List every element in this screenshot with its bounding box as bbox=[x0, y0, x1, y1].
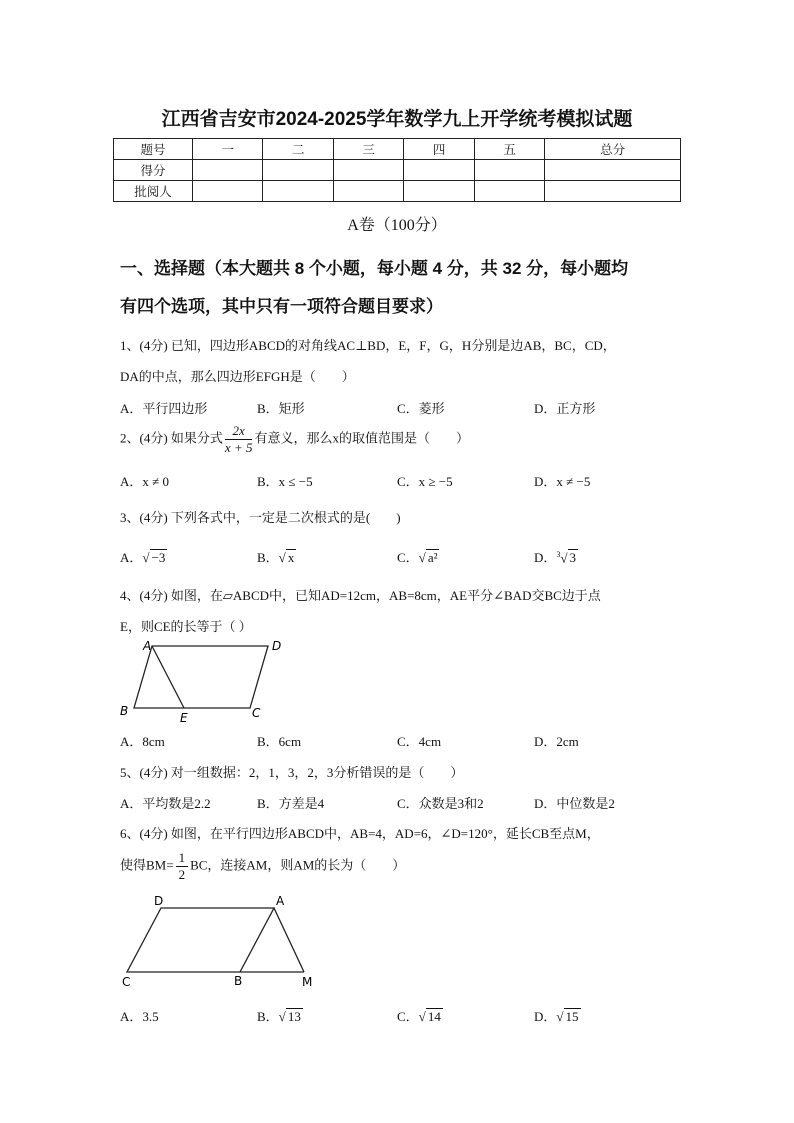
option-label: B． bbox=[257, 550, 279, 565]
point-label-c: C bbox=[122, 975, 131, 989]
point-label-a: A bbox=[143, 639, 152, 653]
question-2-stem bbox=[120, 423, 680, 456]
score-cell[interactable] bbox=[193, 160, 263, 181]
score-table-header-row bbox=[114, 139, 681, 160]
option-label: A． bbox=[120, 550, 143, 565]
point-label-a: A bbox=[276, 894, 285, 908]
option-d[interactable] bbox=[534, 1006, 581, 1025]
question-6-stem-line1: 6、(4分) 如图，在平行四边形ABCD中，AB=4，AD=6，∠D=120°，延长CB至点M， bbox=[120, 826, 600, 841]
parallelogram-abcd bbox=[127, 908, 274, 972]
question-6-options bbox=[120, 1006, 680, 1026]
question-6-stem-line2 bbox=[120, 850, 680, 883]
option-d[interactable]: D．中位数是2 bbox=[534, 796, 615, 811]
option-label: C． bbox=[397, 1009, 419, 1024]
sqrt-expression: √ 14 bbox=[418, 1009, 441, 1024]
option-a[interactable]: A．8cm bbox=[120, 734, 165, 749]
point-label-m: M bbox=[302, 975, 313, 989]
option-value: 3.5 bbox=[142, 1009, 159, 1024]
option-d[interactable]: D．正方形 bbox=[534, 401, 596, 416]
fraction-numerator: 2x bbox=[225, 423, 253, 440]
option-b[interactable] bbox=[257, 547, 296, 566]
question-2-stem-pre: 2、(4分) 如果分式 bbox=[120, 430, 223, 446]
fraction bbox=[225, 423, 253, 456]
sqrt-expression: √ −3 bbox=[142, 550, 166, 565]
segment-am bbox=[274, 908, 304, 972]
score-header-cell: 总分 bbox=[545, 139, 681, 160]
question-4-stem-line1: 4、(4分) 如图，在▱ABCD中，已知AD=12cm，AB=8cm，AE平分∠BAD交BC边于点 bbox=[120, 588, 601, 603]
fraction bbox=[176, 850, 189, 883]
option-d[interactable] bbox=[534, 547, 578, 566]
radicand: a² bbox=[427, 550, 438, 565]
option-a[interactable] bbox=[120, 1006, 159, 1025]
parallelogram-figure-q6 bbox=[114, 892, 324, 992]
score-cell[interactable] bbox=[333, 160, 403, 181]
question-2-options bbox=[120, 471, 680, 491]
radicand: 15 bbox=[565, 1009, 579, 1024]
question-5-options bbox=[120, 793, 680, 813]
score-cell[interactable] bbox=[474, 181, 544, 202]
option-c[interactable] bbox=[397, 1006, 443, 1025]
point-label-b: B bbox=[120, 704, 129, 718]
option-c[interactable]: C．4cm bbox=[397, 734, 442, 749]
point-label-d: D bbox=[154, 894, 164, 908]
option-label: C． bbox=[397, 550, 419, 565]
section-subtitle: A卷（100分） bbox=[347, 217, 447, 234]
point-label-e: E bbox=[180, 711, 188, 725]
option-a[interactable] bbox=[120, 547, 167, 566]
score-cell[interactable] bbox=[474, 160, 544, 181]
score-header-cell: 题号 bbox=[114, 139, 193, 160]
radicand: −3 bbox=[151, 550, 166, 565]
question-4-stem-line2: E，则CE的长等于（ ） bbox=[120, 619, 252, 634]
score-header-cell: 四 bbox=[404, 139, 474, 160]
fraction-denominator: 2 bbox=[178, 867, 186, 882]
option-b[interactable]: B．6cm bbox=[257, 734, 302, 749]
option-b[interactable] bbox=[257, 1006, 303, 1025]
score-cell[interactable] bbox=[545, 181, 681, 202]
cube-root-expression: $^3$√ 3 bbox=[556, 549, 577, 565]
option-b[interactable]: B．方差是4 bbox=[257, 796, 325, 811]
root-index: 3 bbox=[556, 549, 561, 559]
question-1-stem-line1: 1、(4分) 已知，四边形ABCD的对角线AC⊥BD，E，F，G，H分别是边AB，BC，CD， bbox=[120, 338, 616, 353]
option-c[interactable]: C．菱形 bbox=[397, 401, 445, 416]
question-3-options bbox=[120, 547, 680, 567]
score-cell[interactable] bbox=[263, 181, 333, 202]
score-table-row bbox=[114, 181, 681, 202]
score-cell[interactable] bbox=[545, 160, 681, 181]
option-d[interactable]: D．2cm bbox=[534, 734, 579, 749]
score-cell[interactable] bbox=[333, 181, 403, 202]
point-label-b: B bbox=[234, 974, 243, 988]
sqrt-expression: √ a² bbox=[418, 550, 438, 565]
score-cell[interactable] bbox=[404, 160, 474, 181]
section-heading-line1: 一、选择题（本大题共 8 个小题，每小题 4 分，共 32 分，每小题均 bbox=[120, 259, 629, 278]
sqrt-expression: √ x bbox=[278, 550, 295, 565]
parallelogram-abcd bbox=[134, 646, 268, 708]
score-header-cell: 一 bbox=[193, 139, 263, 160]
question-4-options bbox=[120, 731, 680, 751]
score-header-cell: 三 bbox=[333, 139, 403, 160]
parallelogram-figure-q4 bbox=[114, 636, 294, 726]
sqrt-expression: √ 15 bbox=[556, 1009, 579, 1024]
option-a[interactable]: A．平行四边形 bbox=[120, 401, 208, 416]
question-1-stem-line2: DA的中点，那么四边形EFGH是（ ） bbox=[120, 369, 355, 384]
question-6-stem-pre: 使得BM= bbox=[120, 857, 174, 873]
score-header-cell: 二 bbox=[263, 139, 333, 160]
question-5-stem: 5、(4分) 对一组数据：2，1，3，2，3分析错误的是（ ） bbox=[120, 765, 464, 780]
section-heading-line2: 有四个选项，其中只有一项符合题目要求） bbox=[120, 297, 443, 316]
option-a[interactable]: A．平均数是2.2 bbox=[120, 796, 211, 811]
question-1-options bbox=[120, 398, 680, 418]
point-label-d: D bbox=[272, 639, 282, 653]
segment-ae bbox=[152, 646, 184, 708]
radicand: 13 bbox=[287, 1009, 301, 1024]
score-header-cell: 五 bbox=[474, 139, 544, 160]
option-c[interactable]: C．x ≥ −5 bbox=[397, 474, 453, 489]
option-b[interactable]: B．x ≤ −5 bbox=[257, 474, 313, 489]
fraction-numerator: 1 bbox=[176, 850, 189, 867]
option-d[interactable]: D．x ≠ −5 bbox=[534, 474, 591, 489]
option-c[interactable]: C．众数是3和2 bbox=[397, 796, 484, 811]
radicand: x bbox=[287, 550, 295, 565]
option-label: B． bbox=[257, 1009, 279, 1024]
point-label-c: C bbox=[252, 706, 261, 720]
fraction-denominator: x + 5 bbox=[224, 440, 253, 455]
radicand: 3 bbox=[569, 550, 577, 565]
question-2-stem-post: 有意义，那么x的取值范围是（ ） bbox=[254, 430, 469, 446]
option-b[interactable]: B．矩形 bbox=[257, 401, 305, 416]
option-label: D． bbox=[534, 550, 557, 565]
score-row-label: 批阅人 bbox=[114, 181, 193, 202]
sqrt-expression: √ 13 bbox=[278, 1009, 301, 1024]
question-3-stem: 3、(4分) 下列各式中，一定是二次根式的是( ) bbox=[120, 510, 401, 525]
score-table bbox=[113, 138, 681, 202]
option-c[interactable] bbox=[397, 547, 439, 566]
question-6-stem-post: BC，连接AM，则AM的长为（ ） bbox=[190, 857, 406, 873]
radicand: 14 bbox=[427, 1009, 441, 1024]
score-cell[interactable] bbox=[404, 181, 474, 202]
score-row-label: 得分 bbox=[114, 160, 193, 181]
exam-title: 江西省吉安市2024-2025学年数学九上开学统考模拟试题 bbox=[161, 109, 633, 130]
option-label: A． bbox=[120, 1009, 143, 1024]
option-label: D． bbox=[534, 1009, 557, 1024]
option-a[interactable]: A．x ≠ 0 bbox=[120, 474, 170, 489]
score-cell[interactable] bbox=[263, 160, 333, 181]
score-table-row bbox=[114, 160, 681, 181]
score-cell[interactable] bbox=[193, 181, 263, 202]
